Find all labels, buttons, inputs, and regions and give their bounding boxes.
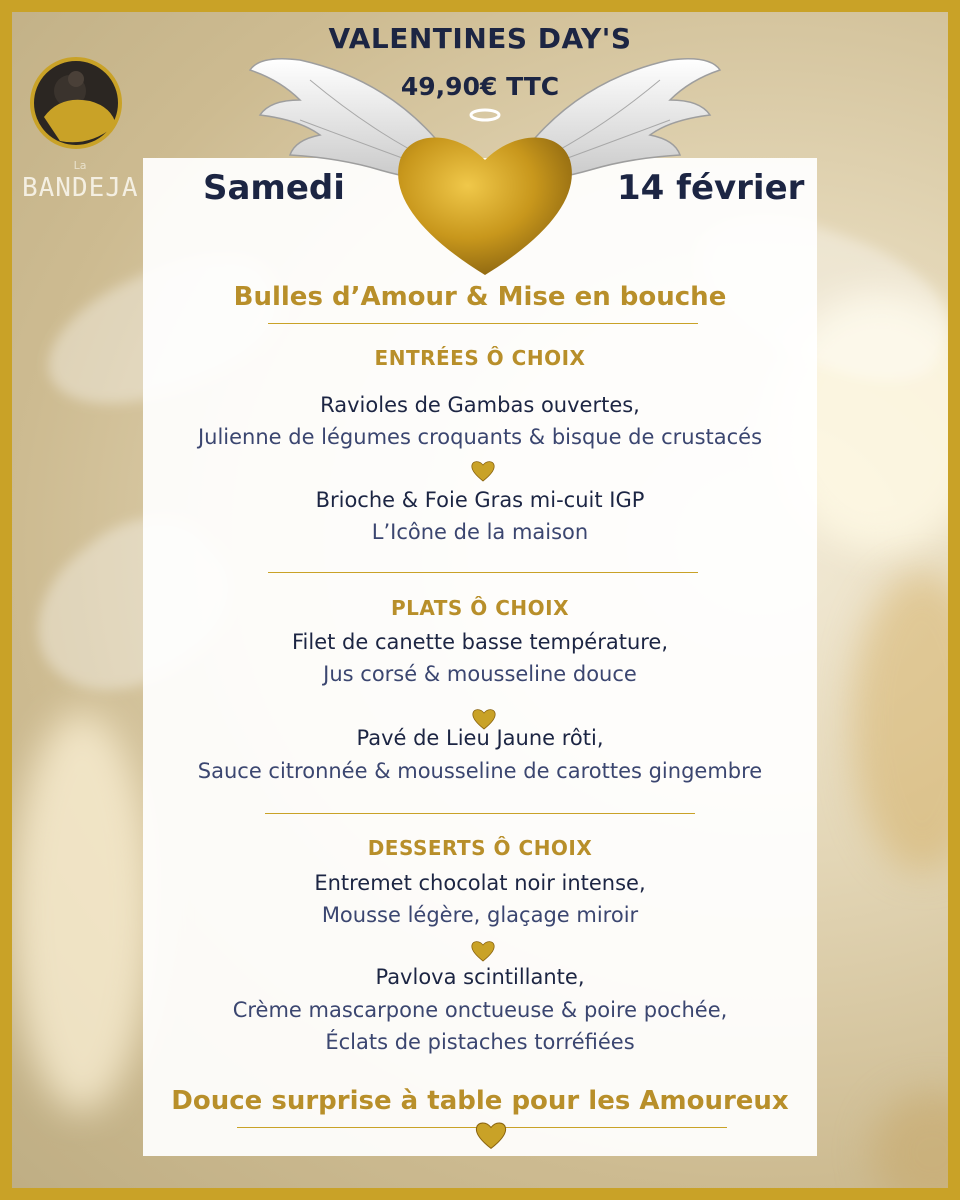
day-label: Samedi — [203, 168, 345, 208]
dish-name: Filet de canette basse température, — [291, 630, 669, 654]
logo-name: BANDEJA — [22, 173, 139, 203]
event-title: VALENTINES DAY'S — [328, 22, 632, 55]
footer-surprise: Douce surprise à table pour les Amoureux — [171, 1086, 789, 1116]
divider — [268, 323, 698, 324]
gold-heart-icon — [470, 938, 496, 962]
winged-heart-icon — [240, 20, 730, 280]
date-label: 14 février — [617, 168, 805, 208]
dish-description: Jus corsé & mousseline douce — [323, 662, 637, 686]
divider — [265, 813, 695, 814]
price: 49,90€ TTC — [400, 72, 560, 101]
entrees-title: ENTRÉES Ô CHOIX — [374, 346, 586, 370]
dish-name: Pavlova scintillante, — [375, 965, 585, 989]
dish-name: Brioche & Foie Gras mi-cuit IGP — [315, 488, 645, 512]
dish-name: Pavé de Lieu Jaune rôti, — [356, 726, 604, 750]
gold-heart-icon — [474, 1118, 508, 1150]
desserts-title: DESSERTS Ô CHOIX — [367, 836, 593, 860]
intro-heading: Bulles d’Amour & Mise en bouche — [233, 282, 727, 312]
dish-description: Sauce citronnée & mousseline de carottes gingembre — [197, 759, 763, 783]
dish-description: Crème mascarpone onctueuse & poire pochée, — [232, 998, 728, 1022]
dish-description: Éclats de pistaches torréfiées — [325, 1030, 635, 1054]
dish-description: Mousse légère, glaçage miroir — [321, 903, 639, 927]
dish-description: Julienne de légumes croquants & bisque de crustacés — [197, 425, 763, 449]
dish-name: Ravioles de Gambas ouvertes, — [320, 393, 640, 417]
dish-description: L’Icône de la maison — [371, 520, 589, 544]
divider — [268, 572, 698, 573]
plats-title: PLATS Ô CHOIX — [390, 596, 570, 620]
gold-heart-icon — [470, 458, 496, 482]
logo-small-text: La — [73, 159, 87, 172]
dish-name: Entremet chocolat noir intense, — [314, 871, 646, 895]
